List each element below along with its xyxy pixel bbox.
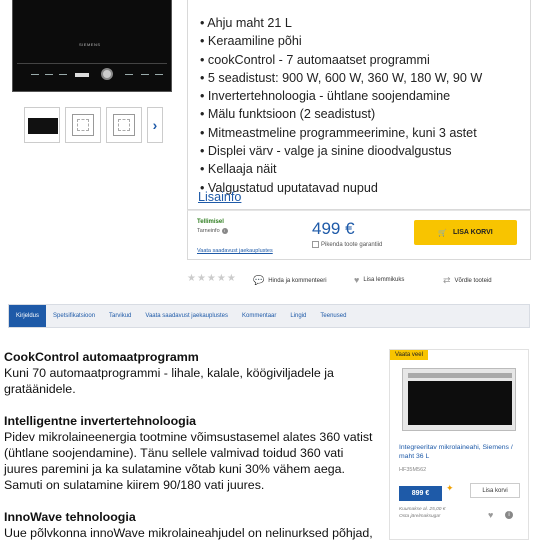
related-product-title[interactable]: Integreeritav mikrolaineahi, Siemens / maht 36 L bbox=[399, 444, 513, 460]
section-heading: InnoWave tehnoloogia bbox=[4, 510, 136, 524]
feature-item: • Invertertehnoloogia - ühtlane soojendamine bbox=[200, 87, 530, 105]
warranty-option[interactable] bbox=[312, 241, 382, 248]
panel-knob bbox=[101, 68, 113, 80]
section-text: Kuni 70 automaatprogrammi - lihale, kalale, köögiviljadele ja gratäänidele. bbox=[4, 366, 334, 396]
store-availability-link[interactable]: Vaata saadavust jaekauplustes bbox=[197, 248, 273, 254]
tab-store-availability[interactable]: Vaata saadavust jaekauplustes bbox=[145, 313, 229, 319]
compare-label: Võrdle tooteid bbox=[454, 277, 492, 284]
feature-item: • Valgustatud uputatavad nupud bbox=[200, 179, 530, 197]
tab-description[interactable]: Kirjeldus bbox=[9, 305, 46, 327]
buy-box bbox=[187, 210, 531, 260]
section-text: Pidev mikrolaineenergia tootmine võimsustasemel alates 360 vatist (ühtlane soojendamine). Tänu sellele valmivad toidud 360 vati juures paremini ja ka sulatamine võtab kuni 30% vähem aega. Samuti on sulatamine kiirem 90/180 vati juures. bbox=[4, 430, 373, 492]
panel-indicator bbox=[59, 74, 67, 75]
more-info-link[interactable]: Lisainfo bbox=[198, 190, 242, 204]
warranty-checkbox[interactable] bbox=[312, 241, 319, 248]
panel-indicator bbox=[155, 74, 163, 75]
cart-icon: 🛒 bbox=[438, 229, 448, 237]
thumbnail-3[interactable] bbox=[106, 107, 142, 143]
comment-icon: 💬 bbox=[253, 275, 265, 285]
compare-action[interactable] bbox=[443, 275, 492, 286]
chevron-right-icon[interactable]: › bbox=[147, 107, 163, 143]
panel-indicator bbox=[45, 74, 53, 75]
tab-links[interactable]: Lingid bbox=[290, 313, 307, 319]
description-content bbox=[4, 349, 380, 540]
thumbnail-image bbox=[113, 114, 135, 136]
heart-icon[interactable]: ♥ bbox=[488, 510, 494, 520]
section-text: Uue põlvkonna innoWave mikrolaineahjudel on nelinurksed põhjad, bbox=[4, 526, 373, 540]
availability-status: Tellimisel bbox=[197, 219, 224, 225]
section-heading: CookControl automaatprogramm bbox=[4, 350, 199, 364]
feature-item: • Mitmeastmeline programmeerimine, kuni 3 astet bbox=[200, 124, 530, 142]
image-brand-label: SIEMENS bbox=[79, 42, 101, 47]
feature-item: • Kellaaja näit bbox=[200, 160, 530, 178]
related-product-card bbox=[389, 349, 529, 540]
product-price: 499 € bbox=[312, 219, 355, 238]
info-icon: i bbox=[222, 228, 228, 234]
section-heading: Intelligentne invertertehnoloogia bbox=[4, 414, 197, 428]
thumbnail-strip bbox=[24, 107, 163, 143]
feature-item: • Mälu funktsioon (2 seadistust) bbox=[200, 105, 530, 123]
feature-item: • cookControl - 7 automaatset programmi bbox=[200, 51, 530, 69]
related-installment-info bbox=[399, 506, 445, 520]
product-tabs bbox=[8, 304, 530, 328]
panel-display bbox=[75, 73, 89, 77]
supply-info[interactable] bbox=[197, 228, 228, 234]
tab-comments[interactable]: Kommentaar bbox=[242, 313, 277, 319]
supply-info-label: Tarneinfo bbox=[197, 228, 220, 234]
feature-item: • Displei värv - valge ja sinine dioodvalgustus bbox=[200, 142, 530, 160]
related-product-image[interactable] bbox=[402, 368, 516, 431]
product-actions bbox=[187, 273, 531, 287]
tab-accessories[interactable]: Tarvikud bbox=[109, 313, 132, 319]
see-also-badge: Vaata veel bbox=[390, 350, 428, 360]
add-to-cart-button[interactable] bbox=[414, 220, 517, 245]
add-to-cart-label: LISA KORVI bbox=[453, 229, 493, 236]
panel-indicator bbox=[31, 74, 39, 75]
oven-strip bbox=[408, 373, 512, 378]
feature-item: • Keraamiline põhi bbox=[200, 32, 530, 50]
tab-services[interactable]: Teenused bbox=[320, 313, 347, 319]
add-favorite-action[interactable] bbox=[354, 275, 404, 285]
compare-icon: ⇄ bbox=[443, 275, 451, 285]
feature-panel bbox=[187, 0, 531, 210]
heart-icon: ♥ bbox=[354, 275, 360, 285]
related-product-price: 899 € bbox=[399, 486, 442, 501]
installment-line: Osta järelmaksuga! bbox=[399, 514, 441, 519]
related-add-to-cart-button[interactable]: Lisa korvi bbox=[470, 483, 520, 498]
thumbnail-2[interactable] bbox=[65, 107, 101, 143]
rate-comment-action[interactable] bbox=[253, 275, 327, 286]
tab-specification[interactable]: Spetsifikatsioon bbox=[53, 313, 96, 319]
panel-indicator bbox=[141, 74, 149, 75]
thumbnail-1[interactable] bbox=[24, 107, 60, 143]
feature-item: • 5 seadistust: 900 W, 600 W, 360 W, 180 W, 90 W bbox=[200, 69, 530, 87]
add-favorite-label: Lisa lemmikuks bbox=[363, 277, 405, 283]
rating-stars[interactable]: ★★★★★ bbox=[187, 273, 237, 284]
feature-item: • Ahju maht 21 L bbox=[200, 14, 530, 32]
feature-list bbox=[188, 0, 530, 197]
panel-indicator bbox=[125, 74, 133, 75]
rate-comment-label: Hinda ja kommenteeri bbox=[268, 277, 327, 284]
info-icon[interactable]: i bbox=[505, 511, 513, 519]
related-product-code: HF35M562 bbox=[399, 467, 427, 473]
warranty-label: Pikenda toote garantiid bbox=[321, 241, 383, 248]
thumbnail-image bbox=[28, 118, 58, 134]
oven-door bbox=[408, 381, 512, 425]
sparkle-icon: ✦ bbox=[446, 483, 454, 493]
thumbnail-image bbox=[72, 114, 94, 136]
oven-control-panel bbox=[17, 63, 167, 85]
installment-line: Kuumakse al. 25,00 € bbox=[399, 507, 446, 512]
product-main-image[interactable] bbox=[12, 0, 172, 92]
